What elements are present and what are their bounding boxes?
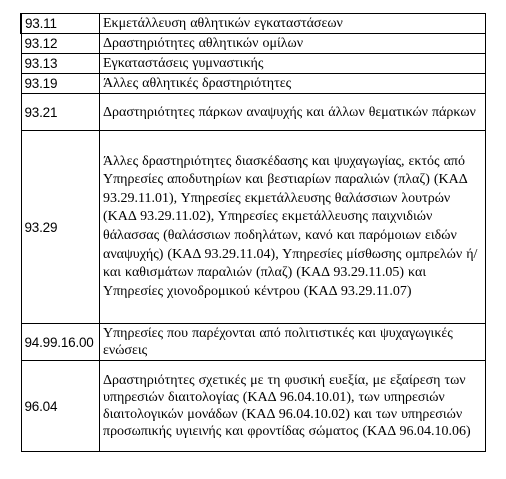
activity-code: 96.04 bbox=[21, 361, 100, 452]
activity-description: Δραστηριότητες σχετικές με τη φυσική ευεξία, με εξαίρεση των υπηρεσιών διαιτολογίας (ΚΑΔ 96.04.10.01), των υπηρεσιών διαιτολογικών μονάδων (ΚΑΔ 96.04.10.02) και των υπηρεσιών προσωπικής υγιεινής και φροντίδας σώματος (ΚΑΔ 96.04.10.06) bbox=[100, 361, 486, 452]
activity-description: Εκμετάλλευση αθλητικών εγκαταστάσεων bbox=[100, 14, 486, 34]
activity-code: 93.12 bbox=[21, 34, 100, 54]
activity-description: Άλλες δραστηριότητες διασκέδασης και ψυχαγωγίας, εκτός από Υπηρεσίες αποδυτηρίων και βεστιαρίων παραλιών (πλαζ) (ΚΑΔ 93.29.11.01), Υπηρεσίες εκμετάλλευσης θαλάσσιων λουτρών (ΚΑΔ 93.29.11.02), Υπηρεσίες εκμετάλλευσης παιχνιδιών θάλασσας (θαλάσσιων ποδηλάτων, κανό και παρόμοιων ειδών αναψυχής) (ΚΑΔ 93.29.11.04), Υπηρεσίες μίσθωσης ομπρελών ή/ και καθισμάτων παραλιών (πλαζ) (ΚΑΔ 93.29.11.05) και Υπηρεσίες χιονοδρομικού κέντρου (ΚΑΔ 93.29.11.07) bbox=[100, 131, 486, 324]
table-row bbox=[21, 361, 486, 452]
activity-code: 93.29 bbox=[21, 131, 100, 324]
table-row bbox=[21, 131, 486, 324]
table-row bbox=[21, 34, 486, 54]
activity-code: 93.19 bbox=[21, 74, 100, 94]
table-row bbox=[21, 14, 486, 34]
table-row bbox=[21, 54, 486, 74]
activity-code: 94.99.16.00 bbox=[21, 324, 100, 361]
activity-description: Άλλες αθλητικές δραστηριότητες bbox=[100, 74, 486, 94]
activity-code: 93.21 bbox=[21, 94, 100, 131]
table-row bbox=[21, 94, 486, 131]
activity-code: 93.11 bbox=[21, 14, 100, 34]
activity-code: 93.13 bbox=[21, 54, 100, 74]
table-row bbox=[21, 324, 486, 361]
activity-description: Δραστηριότητες αθλητικών ομίλων bbox=[100, 34, 486, 54]
activity-description: Υπηρεσίες που παρέχονται από πολιτιστικές και ψυχαγωγικές ενώσεις bbox=[100, 324, 486, 361]
activity-codes-table bbox=[20, 13, 486, 452]
table-row bbox=[21, 74, 486, 94]
activity-description: Εγκαταστάσεις γυμναστικής bbox=[100, 54, 486, 74]
activity-description: Δραστηριότητες πάρκων αναψυχής και άλλων θεματικών πάρκων bbox=[100, 94, 486, 131]
